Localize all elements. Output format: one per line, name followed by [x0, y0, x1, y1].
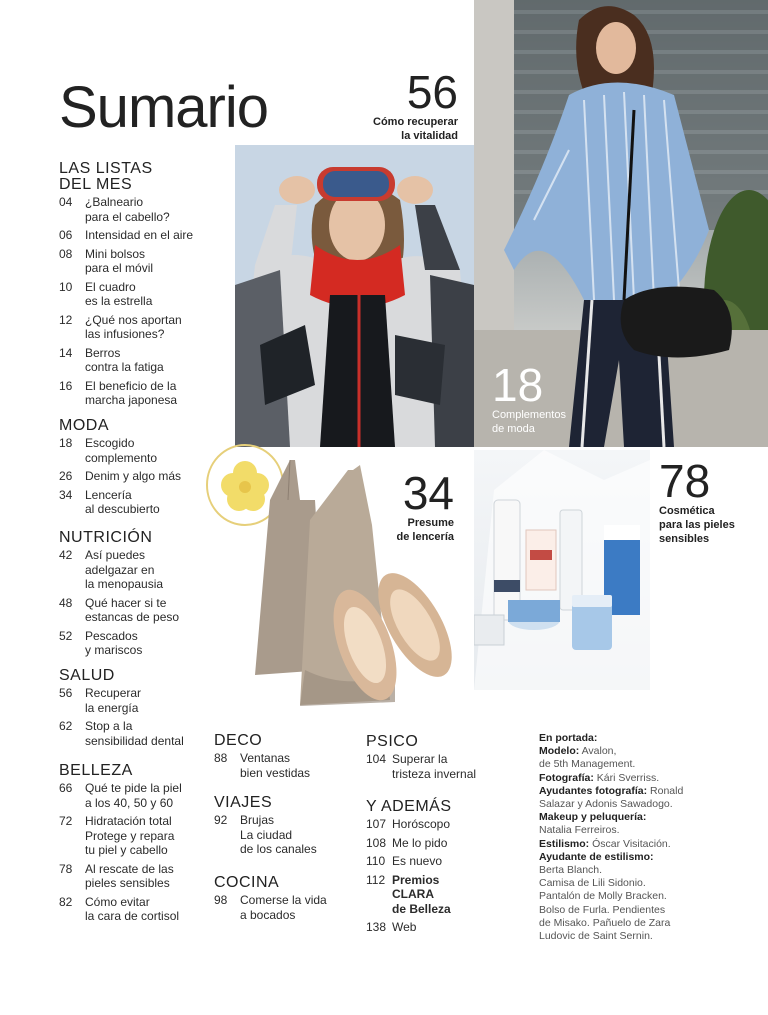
toc-entry-title: Escogido complemento	[85, 436, 158, 465]
feature-caption: Cosmética para las pieles sensibles	[659, 505, 735, 545]
toc-entry-title: El beneficio de la marcha japonesa	[85, 378, 178, 407]
toc-entry[interactable]	[59, 596, 179, 625]
toc-page-number: 08	[59, 246, 73, 261]
toc-entry-title: Horóscopo	[392, 817, 451, 831]
feature-34[interactable]	[380, 467, 454, 544]
toc-entry-title: Lencería al descubierto	[85, 487, 160, 516]
toc-entry[interactable]	[366, 854, 452, 869]
cover-credits	[539, 732, 739, 943]
feature-number: 78	[659, 455, 711, 507]
section-heading: COCINA	[214, 874, 280, 891]
toc-entry-title: Ventanas bien vestidas	[240, 751, 311, 780]
feature-78[interactable]	[659, 455, 735, 546]
toc-page-number: 12	[59, 312, 73, 327]
toc-entry[interactable]	[214, 813, 317, 857]
toc-entry-title: Premios CLARA de Belleza	[392, 872, 451, 916]
toc-page-number: 14	[59, 345, 73, 360]
feature-caption: Complementos de moda	[492, 409, 566, 435]
credit-value: Kári Sverriss.	[593, 771, 660, 784]
ski-photo	[235, 145, 474, 447]
section-listas	[59, 161, 193, 412]
toc-entry-title: Brujas La ciudad de los canales	[240, 813, 317, 856]
feature-number: 56	[406, 66, 458, 118]
toc-entry-title: Es nuevo	[392, 854, 443, 868]
toc-entry-title: El cuadro es la estrella	[85, 279, 153, 308]
credit-label: Modelo:	[539, 745, 580, 758]
toc-entry[interactable]	[59, 228, 193, 243]
toc-page-number: 112	[366, 872, 386, 887]
section-heading: NUTRICIÓN	[59, 529, 153, 546]
toc-entry[interactable]	[59, 862, 182, 891]
section-heading: SALUD	[59, 667, 115, 684]
credit-value: Camisa de Lili Sidonio.	[539, 877, 646, 890]
toc-page-number: 04	[59, 195, 73, 209]
toc-entry[interactable]	[59, 469, 181, 484]
credit-value: Óscar Visitación.	[589, 837, 671, 850]
toc-page-number: 06	[59, 228, 73, 242]
page-title: Sumario	[59, 75, 268, 140]
section-heading: PSICO	[366, 733, 419, 750]
toc-page-number: 26	[59, 469, 73, 483]
feature-56[interactable]	[368, 66, 458, 143]
toc-entry[interactable]	[59, 488, 181, 517]
toc-entry-title: Denim y algo más	[85, 469, 182, 483]
credit-label: Ayudantes fotografía:	[539, 784, 648, 797]
toc-page-number: 107	[366, 817, 387, 831]
feature-18[interactable]	[492, 359, 566, 436]
toc-page-number: 16	[59, 378, 73, 393]
toc-entry[interactable]	[214, 751, 310, 780]
credits-heading: En portada:	[539, 732, 598, 744]
feature-number: 34	[402, 467, 454, 519]
toc-page-number: 48	[59, 595, 73, 610]
toc-entry[interactable]	[59, 195, 193, 224]
toc-entry-title: Me lo pido	[392, 835, 448, 850]
toc-entry-title: Mini bolsos para el móvil	[85, 246, 154, 275]
credit-value: Ludovic de Saint Sernin.	[539, 930, 653, 943]
toc-entry-title: Recuperar la energía	[85, 686, 142, 715]
toc-page-number: 10	[59, 279, 73, 294]
feature-number: 18	[492, 359, 544, 411]
toc-entry[interactable]	[59, 781, 182, 810]
toc-entry-title: Comerse la vida a bocados	[240, 893, 327, 922]
section-ademas	[366, 799, 452, 939]
toc-entry-title: Al rescate de las pieles sensibles	[85, 861, 174, 890]
toc-entry-title: Cómo evitar la cara de cortisol	[85, 894, 180, 923]
toc-entry-title: Web	[392, 920, 417, 934]
toc-entry[interactable]	[59, 548, 179, 592]
toc-entry-title: ¿Qué nos aportan las infusiones?	[85, 312, 182, 341]
credit-label: Ayudante de estilismo:	[539, 850, 654, 863]
toc-page-number: 104	[366, 752, 387, 766]
toc-entry-title: Superar la tristeza invernal	[392, 752, 477, 781]
feature-caption: Cómo recuperar la vitalidad	[373, 116, 458, 142]
toc-entry[interactable]	[59, 280, 193, 309]
toc-entry[interactable]	[59, 379, 193, 408]
toc-page-number: 18	[59, 436, 73, 450]
section-salud	[59, 668, 184, 752]
cosmetics-photo	[474, 450, 650, 690]
toc-page-number: 92	[214, 813, 228, 827]
feature-caption: Presume de lencería	[396, 517, 454, 543]
credit-value: Pantalón de Molly Bracken.	[539, 890, 667, 903]
toc-entry-title: Qué te pide la piel a los 40, 50 y 60	[85, 781, 182, 810]
toc-entry[interactable]	[59, 814, 182, 858]
toc-entry-title: Hidratación total Protege y repara tu piel y cabello	[85, 814, 175, 857]
toc-page-number: 52	[59, 628, 73, 643]
credit-value: Avalon,	[579, 745, 617, 758]
section-nutricion	[59, 530, 179, 662]
section-heading: Y ADEMÁS	[366, 798, 452, 815]
toc-entry[interactable]	[366, 873, 452, 917]
credit-label: Estilismo:	[539, 837, 590, 850]
toc-entry-title: Pescados y mariscos	[85, 628, 143, 657]
section-deco	[214, 733, 310, 784]
credit-label: Makeup y peluquería:	[539, 811, 647, 824]
toc-entry-title: Así puedes adelgazar en la menopausia	[85, 548, 164, 591]
toc-entry[interactable]	[59, 436, 181, 465]
toc-entry[interactable]	[366, 836, 452, 851]
toc-page-number: 42	[59, 548, 73, 562]
toc-page-number: 110	[366, 854, 386, 868]
toc-page-number: 78	[59, 861, 73, 876]
toc-entry[interactable]	[366, 817, 452, 832]
toc-entry[interactable]	[59, 313, 193, 342]
toc-page-number: 56	[59, 686, 73, 700]
toc-entry-title: Berros contra la fatiga	[85, 345, 164, 374]
credit-value: Ronald	[647, 784, 684, 797]
toc-page-number: 108	[366, 835, 387, 850]
credit-value: Berta Blanch.	[539, 864, 603, 877]
section-heading: VIAJES	[214, 794, 273, 811]
toc-page-number: 138	[366, 920, 387, 934]
toc-entry[interactable]	[366, 920, 452, 935]
section-heading: LAS LISTAS DEL MES	[59, 160, 153, 193]
toc-page-number: 34	[59, 487, 73, 502]
toc-entry-title: Intensidad en el aire	[85, 228, 194, 242]
toc-entry[interactable]	[59, 895, 182, 924]
toc-entry[interactable]	[59, 247, 193, 276]
toc-entry[interactable]	[59, 719, 184, 748]
toc-entry[interactable]	[366, 752, 476, 781]
credit-value: de Misako. Pañuelo de Zara	[539, 916, 671, 929]
credit-value: Natalia Ferreiros.	[539, 824, 620, 837]
credit-label: Fotografía:	[539, 771, 594, 784]
toc-entry[interactable]	[214, 893, 327, 922]
toc-entry[interactable]	[59, 686, 184, 715]
credit-value: Salazar y Adonis Sawadogo.	[539, 798, 673, 811]
toc-entry-title: ¿Balneario para el cabello?	[85, 195, 170, 224]
section-viajes	[214, 795, 317, 861]
toc-entry[interactable]	[59, 629, 179, 658]
toc-page-number: 66	[59, 781, 73, 795]
section-heading: MODA	[59, 417, 109, 434]
section-moda	[59, 418, 181, 521]
toc-page-number: 62	[59, 719, 73, 733]
toc-page-number: 88	[214, 751, 228, 765]
section-belleza	[59, 763, 182, 928]
section-cocina	[214, 875, 327, 926]
section-heading: BELLEZA	[59, 762, 133, 779]
toc-page-number: 98	[214, 893, 228, 907]
credit-value: Bolso de Furla. Pendientes	[539, 903, 666, 916]
credit-value: de 5th Management.	[539, 758, 636, 771]
toc-entry[interactable]	[59, 346, 193, 375]
toc-page-number: 72	[59, 814, 73, 828]
section-heading: DECO	[214, 732, 263, 749]
toc-entry-title: Stop a la sensibilidad dental	[85, 719, 184, 748]
section-psico	[366, 734, 476, 785]
toc-entry-title: Qué hacer si te estancas de peso	[85, 595, 180, 624]
toc-page-number: 82	[59, 894, 73, 909]
